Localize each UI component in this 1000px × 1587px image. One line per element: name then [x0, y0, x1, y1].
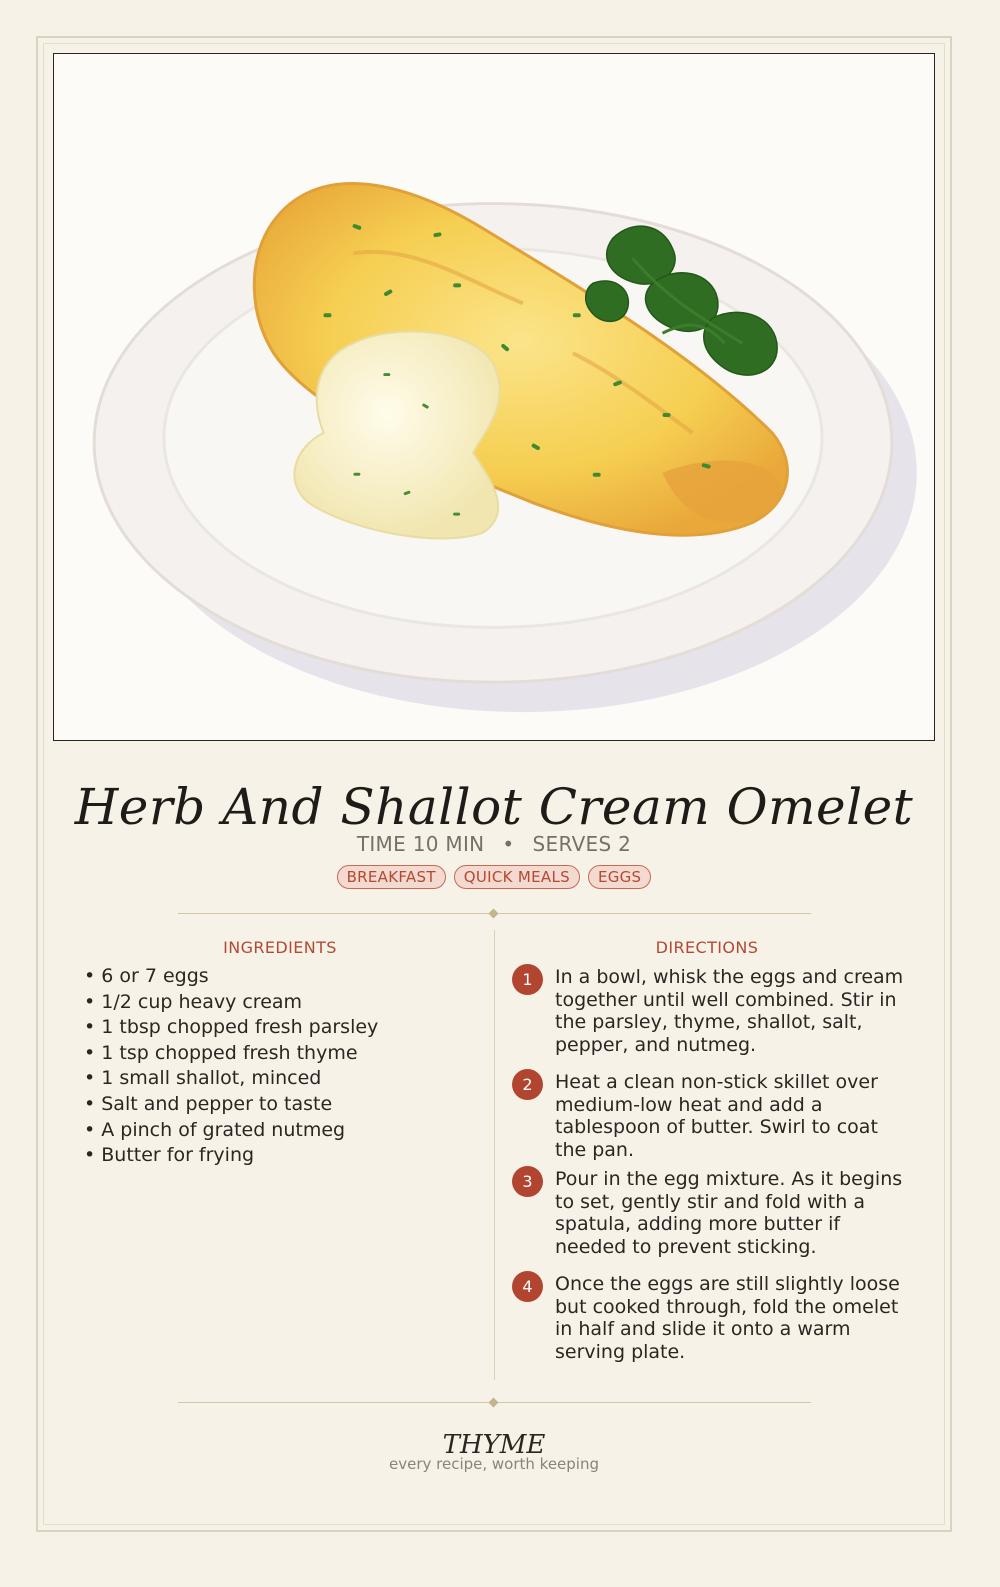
step-text: In a bowl, whisk the eggs and cream together until well combined. Stir in the parsley, thyme, shallot, salt, pepper, and nutmeg.	[555, 966, 904, 1056]
step-number-badge: 1	[512, 964, 543, 995]
recipe-meta	[0, 832, 988, 856]
meta-separator: •	[502, 832, 515, 856]
tag-quick-meals[interactable]: QUICK MEALS	[454, 865, 580, 889]
serving-count: SERVES 2	[532, 832, 632, 856]
brand-logo: THYME	[442, 1430, 546, 1460]
omelet-illustration	[53, 53, 935, 741]
step-number-badge: 4	[512, 1271, 543, 1302]
recipe-title: Herb And Shallot Cream Omelet	[74, 778, 914, 836]
step-number-badge: 3	[512, 1166, 543, 1197]
ingredients-list	[84, 964, 378, 1169]
ingredient-item: • 1 small shallot, minced	[84, 1066, 378, 1092]
tag-eggs[interactable]: EGGS	[588, 865, 651, 889]
ingredient-item: • 6 or 7 eggs	[84, 964, 378, 990]
tag-list	[0, 865, 988, 889]
ingredient-item: • Butter for frying	[84, 1143, 378, 1169]
prep-time: TIME 10 MIN	[356, 832, 485, 856]
tag-breakfast[interactable]: BREAKFAST	[337, 865, 446, 889]
ingredient-item: • 1 tsp chopped fresh thyme	[84, 1041, 378, 1067]
ingredient-item: • 1 tbsp chopped fresh parsley	[84, 1015, 378, 1041]
ingredient-item: • 1/2 cup heavy cream	[84, 990, 378, 1016]
column-divider	[494, 930, 495, 1380]
ingredients-heading: INGREDIENTS	[223, 938, 337, 957]
directions-heading: DIRECTIONS	[655, 938, 759, 957]
step-text: Pour in the egg mixture. As it begins to set, gently stir and fold with a spatula, adding more butter if needed to prevent sticking.	[555, 1168, 903, 1258]
brand-tagline: every recipe, worth keeping	[388, 1455, 599, 1473]
step-text: Heat a clean non-stick skillet over medium-low heat and add a tablespoon of butter. Swirl to coat the pan.	[555, 1071, 878, 1161]
ingredient-item: • A pinch of grated nutmeg	[84, 1118, 378, 1144]
step-text: Once the eggs are still slightly loose but cooked through, fold the omelet in half and slide it onto a warm serving plate.	[555, 1273, 900, 1363]
step-number-badge: 2	[512, 1069, 543, 1100]
ingredient-item: • Salt and pepper to taste	[84, 1092, 378, 1118]
